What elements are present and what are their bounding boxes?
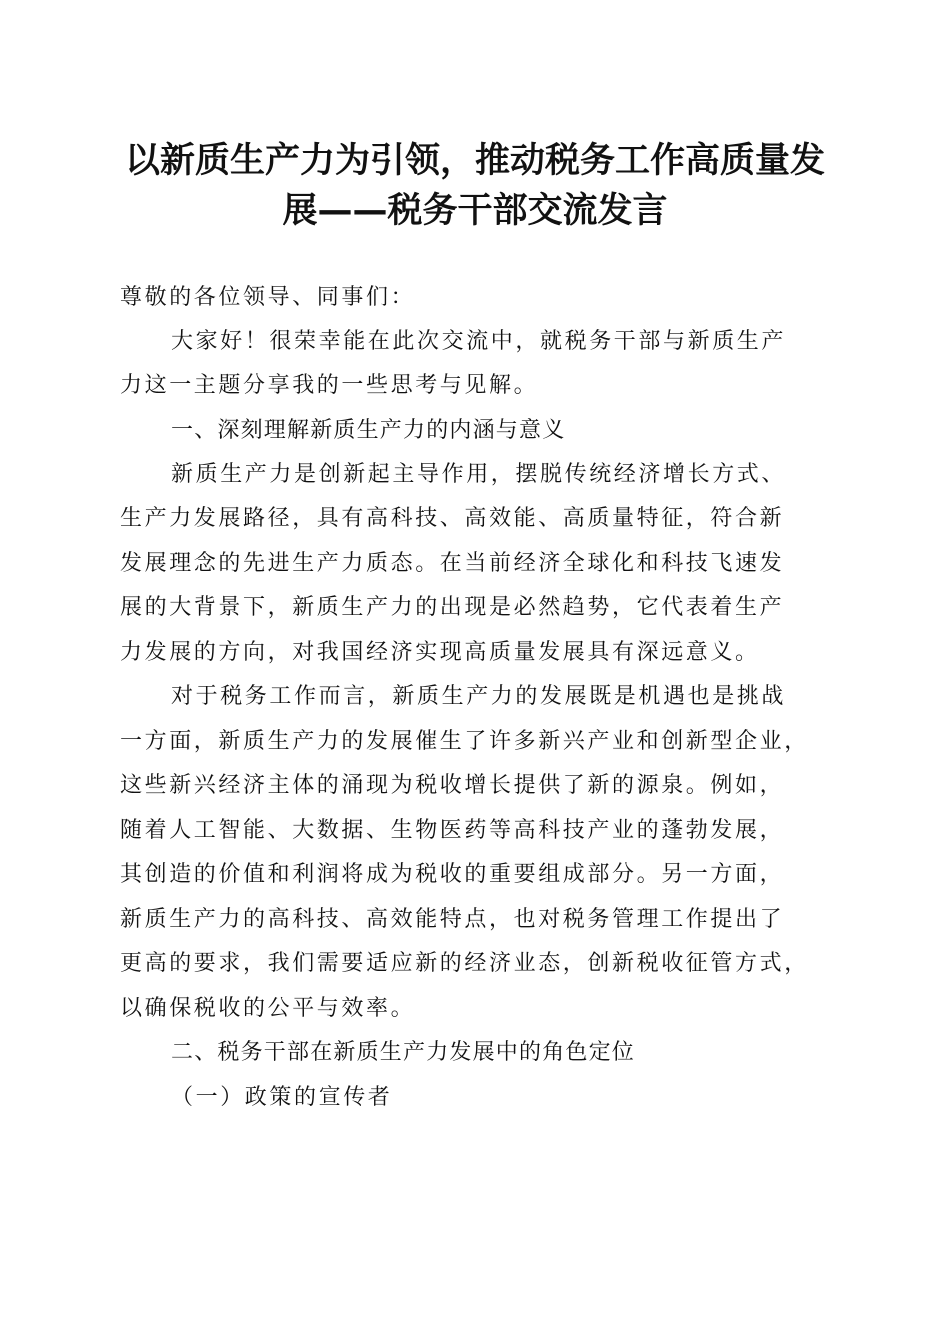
- salutation: 尊敬的各位领导、同事们：: [120, 285, 416, 310]
- paragraph-line: 以确保税收的公平与效率。: [120, 996, 416, 1021]
- title-line: 以新质生产力为引领，推动税务工作高质量发: [124, 141, 825, 181]
- paragraph-line: 展的大背景下，新质生产力的出现是必然趋势，它代表着生产: [120, 595, 785, 620]
- paragraph-line: 这些新兴经济主体的涌现为税收增长提供了新的源泉。例如，: [120, 773, 785, 798]
- intro-line: 大家好！很荣幸能在此次交流中，就税务干部与新质生产: [171, 329, 787, 354]
- paragraph-line: 生产力发展路径，具有高科技、高效能、高质量特征，符合新: [120, 506, 785, 531]
- paragraph-line: 随着人工智能、大数据、生物医药等高科技产业的蓬勃发展，: [120, 818, 785, 843]
- paragraph-line: 对于税务工作而言，新质生产力的发展既是机遇也是挑战: [171, 684, 787, 709]
- paragraph-line: 新质生产力是创新起主导作用，摆脱传统经济增长方式、: [171, 462, 787, 487]
- intro-line: 力这一主题分享我的一些思考与见解。: [120, 373, 539, 398]
- paragraph-line: 一方面，新质生产力的发展催生了许多新兴产业和创新型企业，: [120, 729, 809, 754]
- paragraph-line: 力发展的方向，对我国经济实现高质量发展具有深远意义。: [120, 640, 760, 665]
- paragraph-line: 发展理念的先进生产力质态。在当前经济全球化和科技飞速发: [120, 551, 785, 576]
- document-title: [100, 136, 850, 236]
- paragraph-line: 更高的要求，我们需要适应新的经济业态，创新税收征管方式，: [120, 951, 809, 976]
- subsection-heading-1: （一）政策的宣传者: [171, 1085, 393, 1110]
- paragraph-line: 新质生产力的高科技、高效能特点，也对税务管理工作提出了: [120, 907, 785, 932]
- section-heading-2: 二、税务干部在新质生产力发展中的角色定位: [171, 1040, 636, 1065]
- title-line: 展——税务干部交流发言: [282, 191, 668, 231]
- paragraph-line: 其创造的价值和利润将成为税收的重要组成部分。另一方面，: [120, 862, 785, 887]
- section-heading-1: 一、深刻理解新质生产力的内涵与意义: [171, 418, 566, 443]
